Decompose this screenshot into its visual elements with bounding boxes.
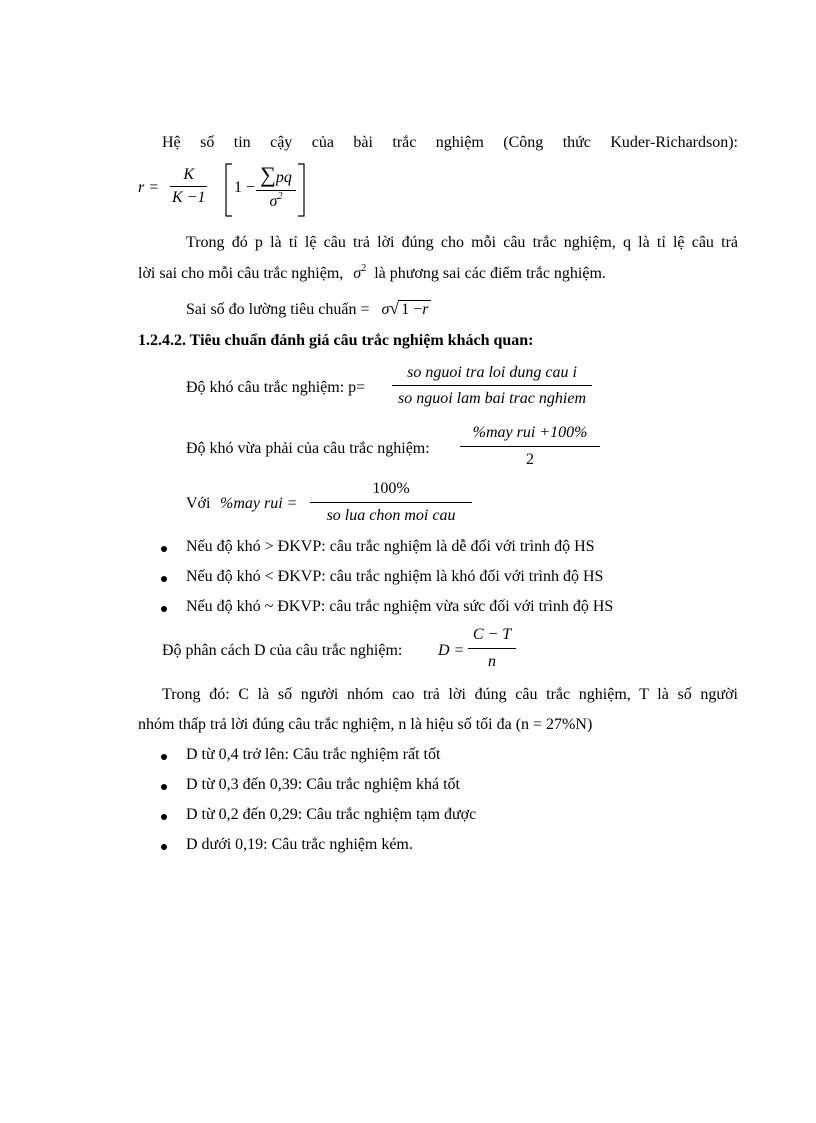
kr-formula-one-minus: 1 − xyxy=(234,179,256,196)
kr-intro: Hệ số tin cậy của bài trắc nghiệm (Công thức Kuder-Richardson): xyxy=(162,134,738,151)
kr-formula-k-fraction xyxy=(170,166,207,207)
discrimination-label: Độ phân cách D của câu trắc nghiệm: xyxy=(162,642,403,659)
difficulty-denominator: so nguoi lam bai trac nghiem xyxy=(392,385,592,408)
difficulty-fraction xyxy=(392,364,592,408)
disc-where-line-1: Trong đó: C là số người nhóm cao trả lời đúng câu trắc nghiệm, T là số người xyxy=(162,686,738,703)
disc-where-line-2: nhóm thấp trả lời đúng câu trắc nghiệm, n là hiệu số tối đa (n = 27%N) xyxy=(138,716,593,733)
discrimination-numerator: C − T xyxy=(472,626,512,643)
chance-numerator: 100% xyxy=(372,480,410,497)
bullet-icon xyxy=(161,844,167,850)
radicand-text: 1 − xyxy=(401,301,423,318)
difficulty-label: Độ khó câu trắc nghiệm: p= xyxy=(186,379,366,396)
bullet-icon xyxy=(161,754,167,760)
section-heading: 1.2.4.2. Tiêu chuẩn đánh giá câu trắc nghiệm khách quan: xyxy=(138,332,534,349)
kr-formula-k-denominator: K −1 xyxy=(170,186,207,207)
difficulty-formula xyxy=(186,364,626,414)
bullet-icon xyxy=(161,606,167,612)
kr-where-line-1: Trong đó p là tỉ lệ câu trả lời đúng cho mỗi câu trắc nghiệm, q là tỉ lệ câu trả xyxy=(186,234,738,251)
bullet-icon xyxy=(161,576,167,582)
sigma-symbol: σ xyxy=(353,265,362,282)
list-item: D từ 0,3 đến 0,39: Câu trắc nghiệm khá tốt xyxy=(186,776,460,793)
chance-fraction xyxy=(310,480,472,525)
sum-symbol: ∑ xyxy=(260,162,276,187)
discrimination-fraction xyxy=(468,626,516,671)
kr-formula-lhs: r = xyxy=(138,179,160,196)
sigma-symbol: σ xyxy=(269,193,278,210)
discrimination-denominator: n xyxy=(468,648,516,671)
list-item: Nếu độ khó < ĐKVP: câu trắc nghiệm là khó đối với trình độ HS xyxy=(186,568,604,585)
chance-formula xyxy=(186,480,486,530)
sqrt-radicand xyxy=(399,300,430,318)
sigma-symbol: σ xyxy=(381,301,390,318)
sigma-exponent: 2 xyxy=(277,191,283,202)
list-item: Nếu độ khó > ĐKVP: câu trắc nghiệm là dễ đối với trình độ HS xyxy=(186,538,595,555)
std-error-label: Sai số đo lường tiêu chuẩn = xyxy=(186,301,370,318)
moderate-difficulty-fraction xyxy=(460,424,600,469)
radicand-r: r xyxy=(422,301,429,318)
difficulty-numerator: so nguoi tra loi dung cau i xyxy=(407,364,577,381)
list-item: D từ 0,4 trở lên: Câu trắc nghiệm rất tốt xyxy=(186,746,441,763)
bullet-icon xyxy=(161,784,167,790)
std-error-line xyxy=(186,298,431,319)
chance-label: Với xyxy=(186,495,211,512)
sqrt-icon: √ xyxy=(389,298,400,318)
sigma-exponent: 2 xyxy=(361,263,367,274)
list-item: Nếu độ khó ~ ĐKVP: câu trắc nghiệm vừa sức đối với trình độ HS xyxy=(186,598,614,615)
discrimination-lhs: D = xyxy=(438,642,465,659)
moderate-difficulty-formula xyxy=(186,424,616,474)
pq-term: pq xyxy=(275,169,292,186)
kr-formula-k-numerator: K xyxy=(183,166,195,183)
moderate-difficulty-denominator: 2 xyxy=(460,446,600,469)
discrimination-formula xyxy=(162,626,522,676)
bullet-icon xyxy=(161,814,167,820)
kr-formula-inner-fraction xyxy=(256,162,296,211)
bullet-icon xyxy=(161,546,167,552)
kr-where-line-2 xyxy=(138,265,606,283)
list-item: D từ 0,2 đến 0,29: Câu trắc nghiệm tạm được xyxy=(186,806,477,823)
kr-where-text-b: là phương sai các điểm trắc nghiệm. xyxy=(374,265,606,282)
moderate-difficulty-numerator: %may rui +100% xyxy=(472,424,588,441)
moderate-difficulty-label: Độ khó vừa phải của câu trắc nghiệm: xyxy=(186,440,430,457)
kr-formula xyxy=(138,160,308,220)
list-item: D dưới 0,19: Câu trắc nghiệm kém. xyxy=(186,836,413,853)
kr-where-text-a: lời sai cho mỗi câu trắc nghiệm, xyxy=(138,265,344,282)
chance-lhs: %may rui = xyxy=(220,495,298,512)
chance-denominator: so lua chon moi cau xyxy=(310,502,472,525)
